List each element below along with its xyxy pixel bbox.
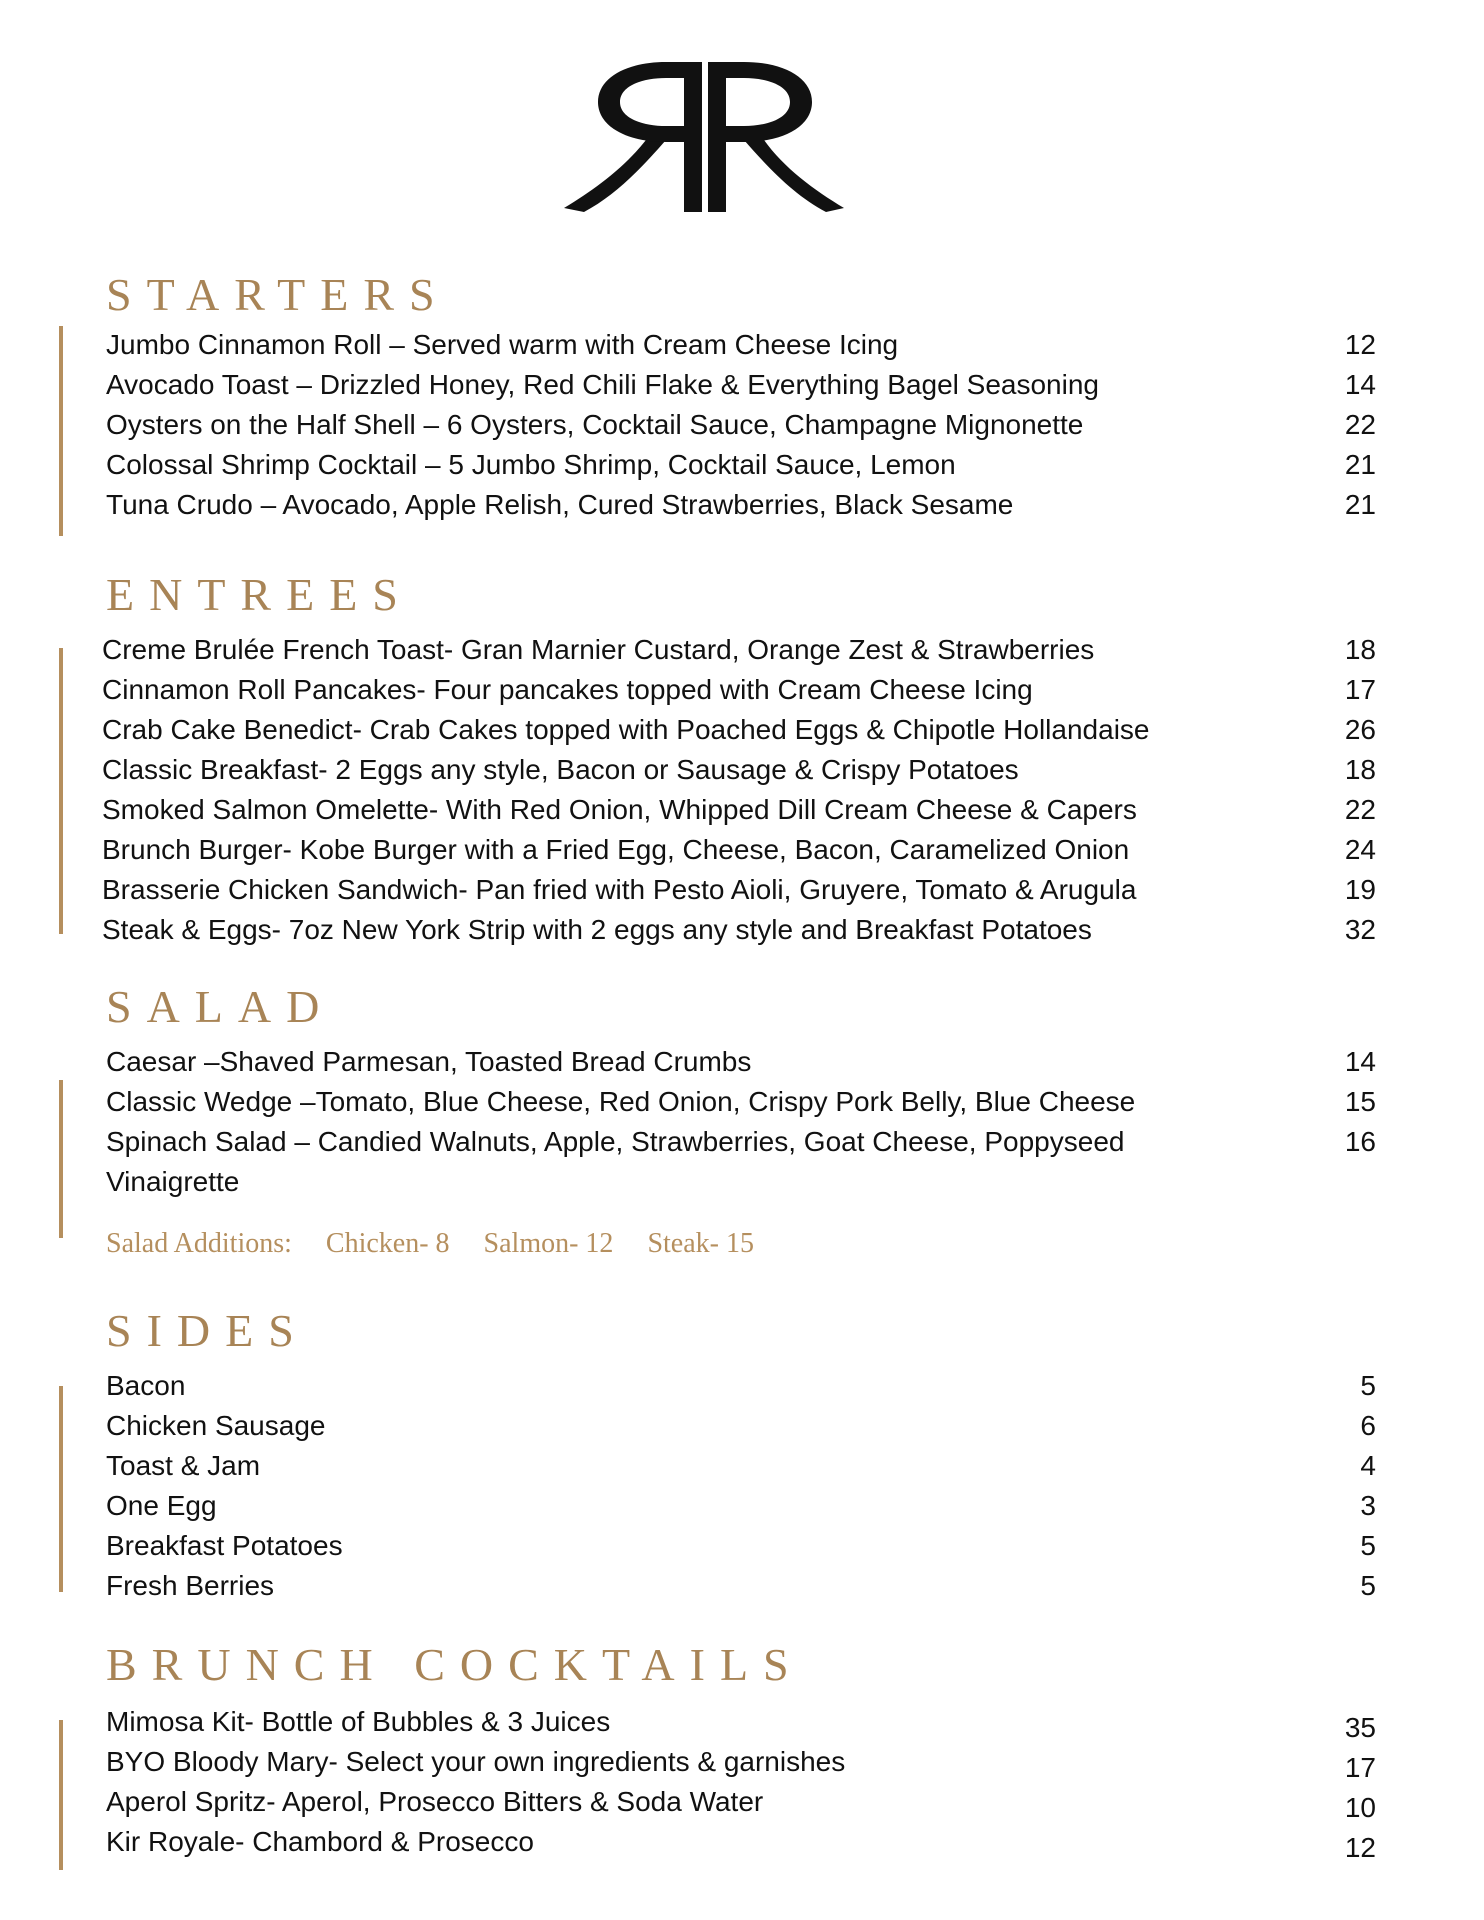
menu-item: [0, 630, 1484, 670]
menu-item-text: Vinaigrette: [106, 1166, 240, 1197]
menu-item: [0, 1042, 1484, 1082]
menu-item: [0, 1526, 1484, 1566]
menu-item-text: Classic Breakfast- 2 Eggs any style, Bacon or Sausage & Crispy Potatoes: [102, 754, 1019, 785]
salad-addition-steak: Steak- 15: [647, 1228, 754, 1259]
menu-item: [0, 1486, 1484, 1526]
menu-item-text: Mimosa Kit- Bottle of Bubbles & 3 Juices: [106, 1706, 611, 1737]
menu-item-text: Jumbo Cinnamon Roll – Served warm with Cream Cheese Icing: [106, 329, 899, 360]
menu-item-price: 32: [1344, 914, 1376, 945]
menu-item-price: 10: [1344, 1792, 1376, 1823]
menu-item: [0, 910, 1484, 950]
salad-addition-salmon: Salmon- 12: [483, 1228, 614, 1259]
menu-item: [0, 1566, 1484, 1606]
menu-item-text: Smoked Salmon Omelette- With Red Onion, Whipped Dill Cream Cheese & Capers: [102, 794, 1137, 825]
menu-item-text: Breakfast Potatoes: [106, 1530, 343, 1561]
menu-item: [0, 485, 1484, 525]
menu-item-price: 17: [1344, 1752, 1376, 1783]
section-heading-sides: SIDES: [106, 1305, 309, 1356]
menu-item-price: 4: [1360, 1450, 1376, 1481]
menu-item-price: 22: [1344, 794, 1376, 825]
menu-item-text: Steak & Eggs- 7oz New York Strip with 2 eggs any style and Breakfast Potatoes: [102, 914, 1092, 945]
menu-item: [0, 1702, 1484, 1742]
menu-item: [0, 365, 1484, 405]
menu-item-price: 6: [1360, 1410, 1376, 1441]
salad-additions-label: Salad Additions:: [106, 1228, 292, 1259]
menu-item-text: Brunch Burger- Kobe Burger with a Fried Egg, Cheese, Bacon, Caramelized Onion: [102, 834, 1130, 865]
menu-item-price: 35: [1344, 1712, 1376, 1743]
menu-item-price: 5: [1360, 1530, 1376, 1561]
menu-item-price: 19: [1344, 874, 1376, 905]
menu-item-text: Creme Brulée French Toast- Gran Marnier Custard, Orange Zest & Strawberries: [102, 634, 1095, 665]
menu-item: [0, 1446, 1484, 1486]
menu-item-text: Cinnamon Roll Pancakes- Four pancakes topped with Cream Cheese Icing: [102, 674, 1033, 705]
menu-item-price: 16: [1344, 1126, 1376, 1157]
menu-item-text: Oysters on the Half Shell – 6 Oysters, Cocktail Sauce, Champagne Mignonette: [106, 409, 1084, 440]
menu-item-text: Aperol Spritz- Aperol, Prosecco Bitters & Soda Water: [106, 1786, 764, 1817]
menu-item: [0, 1782, 1484, 1822]
menu-item: [0, 1742, 1484, 1782]
menu-item-price: 3: [1360, 1490, 1376, 1521]
menu-item: [0, 790, 1484, 830]
menu-item-price: 26: [1344, 714, 1376, 745]
menu-item: [0, 1082, 1484, 1122]
menu-item-text: Brasserie Chicken Sandwich- Pan fried with Pesto Aioli, Gruyere, Tomato & Arugula: [102, 874, 1137, 905]
menu-item: [0, 750, 1484, 790]
menu-item-text: Chicken Sausage: [106, 1410, 326, 1441]
menu-item-text: Colossal Shrimp Cocktail – 5 Jumbo Shrimp, Cocktail Sauce, Lemon: [106, 449, 956, 480]
menu-item-text: Tuna Crudo – Avocado, Apple Relish, Cured Strawberries, Black Sesame: [106, 489, 1014, 520]
menu-item: [0, 1162, 1484, 1202]
menu-item-text: Toast & Jam: [106, 1450, 261, 1481]
menu-item-price: 18: [1344, 634, 1376, 665]
menu-item: [0, 670, 1484, 710]
menu-item: [0, 1822, 1484, 1862]
menu-item-price: 22: [1344, 409, 1376, 440]
menu-item-price: 18: [1344, 754, 1376, 785]
rr-monogram-logo: [554, 40, 854, 220]
menu-item: [0, 325, 1484, 365]
menu-item-price: 5: [1360, 1370, 1376, 1401]
section-heading-cocktails: BRUNCH COCKTAILS: [106, 1639, 804, 1690]
menu-item-text: Spinach Salad – Candied Walnuts, Apple, Strawberries, Goat Cheese, Poppyseed: [106, 1126, 1125, 1157]
menu-item-text: Crab Cake Benedict- Crab Cakes topped with Poached Eggs & Chipotle Hollandaise: [102, 714, 1150, 745]
menu-item-text: Classic Wedge –Tomato, Blue Cheese, Red Onion, Crispy Pork Belly, Blue Cheese: [106, 1086, 1136, 1117]
section-heading-entrees: ENTREES: [106, 569, 413, 620]
menu-item: [0, 1366, 1484, 1406]
menu-item: [0, 1406, 1484, 1446]
menu-item: [0, 710, 1484, 750]
menu-item: [0, 1122, 1484, 1162]
salad-addition-chicken: Chicken- 8: [325, 1228, 450, 1259]
menu-item: [0, 445, 1484, 485]
menu-item-price: 12: [1344, 329, 1376, 360]
menu-item-price: 24: [1344, 834, 1376, 865]
menu-item-price: 12: [1344, 1832, 1376, 1863]
menu-item-price: 14: [1344, 369, 1376, 400]
salad-additions: [106, 1228, 788, 1260]
menu-item-price: 14: [1344, 1046, 1376, 1077]
menu-item-price: 5: [1360, 1570, 1376, 1601]
section-heading-salad: SALAD: [106, 981, 335, 1032]
section-heading-starters: STARTERS: [106, 269, 450, 320]
menu-item-price: 21: [1344, 489, 1376, 520]
menu-item: [0, 405, 1484, 445]
menu-item-text: Bacon: [106, 1370, 186, 1401]
menu-item-text: Caesar –Shaved Parmesan, Toasted Bread Crumbs: [106, 1046, 752, 1077]
menu-item-text: Fresh Berries: [106, 1570, 275, 1601]
menu-item-text: BYO Bloody Mary- Select your own ingredients & garnishes: [106, 1746, 846, 1777]
menu-item-text: Kir Royale- Chambord & Prosecco: [106, 1826, 534, 1857]
menu-item-price: 15: [1344, 1086, 1376, 1117]
menu-item-text: Avocado Toast – Drizzled Honey, Red Chili Flake & Everything Bagel Seasoning: [106, 369, 1099, 400]
menu-item-price: 17: [1344, 674, 1376, 705]
menu-item: [0, 830, 1484, 870]
menu-item: [0, 870, 1484, 910]
menu-item-price: 21: [1344, 449, 1376, 480]
menu-item-text: One Egg: [106, 1490, 217, 1521]
